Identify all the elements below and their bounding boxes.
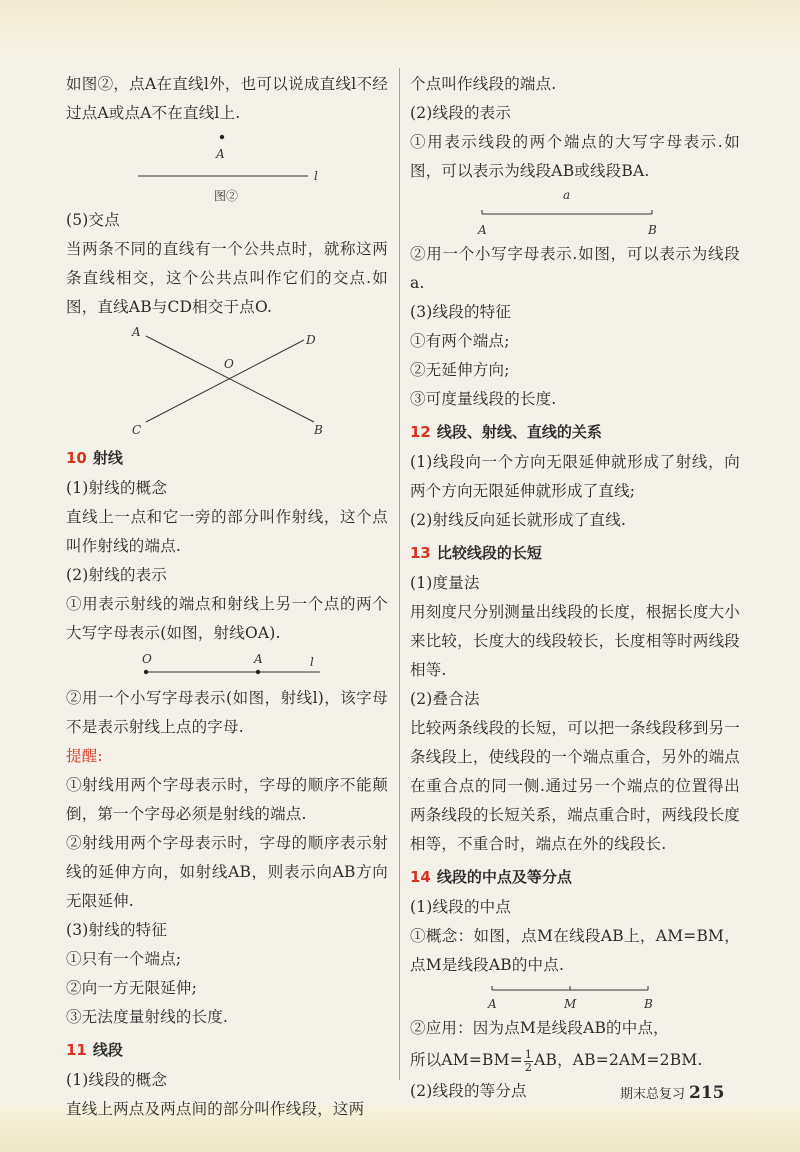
ray-concept-title: (1)射线的概念 bbox=[66, 479, 168, 497]
section-11-heading bbox=[66, 1034, 388, 1066]
formula-suffix: AB，AB=2AM=2BM. bbox=[534, 1051, 703, 1069]
midpoint-application: ②应用：因为点M是线段AB的中点， bbox=[410, 1019, 669, 1037]
midpoint-formula bbox=[410, 1043, 740, 1077]
section-14-title: 线段的中点及等分点 bbox=[436, 868, 572, 886]
ray-notation-b: ②用一个小写字母表示(如图，射线l)，该字母不是表示射线上点的字母. bbox=[66, 689, 388, 736]
label-a: A bbox=[132, 325, 141, 339]
relation-1: (1)线段向一个方向无限延伸就形成了射线，向两个方向无限延伸就形成了直线; bbox=[410, 453, 740, 500]
figure-midpoint bbox=[410, 980, 740, 1014]
intersecting-lines-diagram bbox=[66, 322, 388, 440]
figure-2-caption: 图② bbox=[214, 189, 239, 203]
figure-ray bbox=[66, 648, 388, 684]
section-13-title: 比较线段的长短 bbox=[436, 544, 542, 562]
fraction-numerator: 1 bbox=[524, 1047, 533, 1061]
segment-concept-text: 直线上两点及两点间的部分叫作线段，这两 bbox=[66, 1100, 365, 1118]
segment-feature-2: ②无延伸方向; bbox=[410, 361, 510, 379]
segment-label-a: A bbox=[478, 223, 487, 237]
ray-label-o: O bbox=[142, 652, 152, 666]
figure-2 bbox=[66, 128, 388, 206]
page-number: 215 bbox=[689, 1083, 725, 1103]
segment-diagram bbox=[410, 186, 740, 240]
label-d: D bbox=[306, 333, 316, 347]
fraction-one-half bbox=[524, 1049, 533, 1074]
line-l-label: l bbox=[314, 169, 318, 183]
fraction-denominator: 2 bbox=[524, 1060, 533, 1074]
segment-features-title: (3)线段的特征 bbox=[410, 303, 512, 321]
mid-label-a: A bbox=[488, 997, 497, 1011]
point-a-dot bbox=[220, 135, 224, 139]
label-b: B bbox=[314, 423, 323, 437]
section-14-number: 14 bbox=[410, 868, 431, 886]
ray-feature-2: ②向一方无限延伸; bbox=[66, 979, 198, 997]
section-5-text: 当两条不同的直线有一个公共点时，就称这两条直线相交，这个公共点叫作它们的交点.如图，直线AB与CD相交于点O. bbox=[66, 240, 388, 316]
segment-feature-3: ③可度量线段的长度. bbox=[410, 390, 557, 408]
overlap-method-title: (2)叠合法 bbox=[410, 690, 480, 708]
section-11-title: 线段 bbox=[92, 1041, 123, 1059]
point-o-dot bbox=[144, 670, 148, 674]
segment-label-a-lower: a bbox=[563, 188, 571, 202]
ray-label-l: l bbox=[310, 655, 314, 669]
segment-feature-1: ①有两个端点; bbox=[410, 332, 510, 350]
page-footer bbox=[620, 1083, 725, 1103]
equal-division-title: (2)线段的等分点 bbox=[410, 1082, 527, 1100]
formula-prefix: 所以AM=BM= bbox=[410, 1051, 523, 1069]
midpoint-diagram bbox=[410, 980, 740, 1014]
ray-diagram bbox=[66, 648, 388, 684]
mid-label-m: M bbox=[564, 997, 577, 1011]
section-10-title: 射线 bbox=[92, 449, 123, 467]
point-a-dot-ray bbox=[256, 670, 260, 674]
section-13-heading bbox=[410, 537, 740, 569]
ray-feature-1: ①只有一个端点; bbox=[66, 950, 182, 968]
ray-notation-a: ①用表示射线的端点和射线上另一个点的两个大写字母表示(如图，射线OA). bbox=[66, 595, 388, 642]
relation-2: (2)射线反向延长就形成了直线. bbox=[410, 511, 627, 529]
line-cd bbox=[146, 340, 304, 422]
ray-features-title: (3)射线的特征 bbox=[66, 921, 168, 939]
ray-notation-title: (2)射线的表示 bbox=[66, 566, 168, 584]
column-divider bbox=[399, 68, 400, 1080]
segment-label-b: B bbox=[648, 223, 657, 237]
figure-segment bbox=[410, 186, 740, 240]
overlap-method-text: 比较两条线段的长短，可以把一条线段移到另一条线段上，使线段的一个端点重合，另外的端点在重合点的同一侧.通过另一个端点的位置得出两条线段的长短关系，端点重合时，两线段长度相等，不重合时，端点在外的线段长. bbox=[410, 719, 740, 853]
note-1: ①射线用两个字母表示时，字母的顺序不能颠倒，第一个字母必须是射线的端点. bbox=[66, 776, 388, 823]
section-12-number: 12 bbox=[410, 423, 431, 441]
section-13-number: 13 bbox=[410, 544, 431, 562]
section-5-title: (5)交点 bbox=[66, 211, 120, 229]
figure-2-diagram bbox=[66, 128, 388, 206]
section-10-number: 10 bbox=[66, 449, 87, 467]
segment-concept-continued: 个点叫作线段的端点. bbox=[410, 75, 557, 93]
segment-concept-title: (1)线段的概念 bbox=[66, 1071, 168, 1089]
point-a-label: A bbox=[216, 147, 225, 161]
left-column bbox=[66, 70, 388, 1124]
figure-intersecting-lines bbox=[66, 322, 388, 440]
segment-notation-a: ①用表示线段的两个端点的大写字母表示.如图，可以表示为线段AB或线段BA. bbox=[410, 133, 740, 180]
midpoint-concept: ①概念：如图，点M在线段AB上，AM=BM，点M是线段AB的中点. bbox=[410, 927, 740, 974]
label-o: O bbox=[224, 357, 234, 371]
ray-label-a: A bbox=[254, 652, 263, 666]
midpoint-title: (1)线段的中点 bbox=[410, 898, 512, 916]
section-12-title: 线段、射线、直线的关系 bbox=[436, 423, 602, 441]
note-title: 提醒: bbox=[66, 747, 103, 765]
section-10-heading bbox=[66, 442, 388, 474]
paragraph-point-outside-line: 如图②，点A在直线l外，也可以说成直线l不经过点A或点A不在直线l上. bbox=[66, 75, 388, 122]
right-column bbox=[410, 70, 740, 1106]
section-12-heading bbox=[410, 416, 740, 448]
mid-label-b: B bbox=[644, 997, 653, 1011]
label-c: C bbox=[132, 423, 142, 437]
measure-method-text: 用刻度尺分别测量出线段的长度，根据长度大小来比较，长度大的线段较长，长度相等时两线段相等. bbox=[410, 603, 740, 679]
ray-feature-3: ③无法度量射线的长度. bbox=[66, 1008, 229, 1026]
measure-method-title: (1)度量法 bbox=[410, 574, 480, 592]
note-2: ②射线用两个字母表示时，字母的顺序表示射线的延伸方向，如射线AB，则表示向AB方向无限延伸. bbox=[66, 834, 388, 910]
footer-label: 期末总复习 bbox=[620, 1087, 686, 1102]
section-11-number: 11 bbox=[66, 1041, 87, 1059]
section-14-heading bbox=[410, 861, 740, 893]
segment-notation-title: (2)线段的表示 bbox=[410, 104, 512, 122]
segment-notation-b: ②用一个小写字母表示.如图，可以表示为线段a. bbox=[410, 245, 740, 292]
ray-concept-text: 直线上一点和它一旁的部分叫作射线，这个点叫作射线的端点. bbox=[66, 508, 388, 555]
